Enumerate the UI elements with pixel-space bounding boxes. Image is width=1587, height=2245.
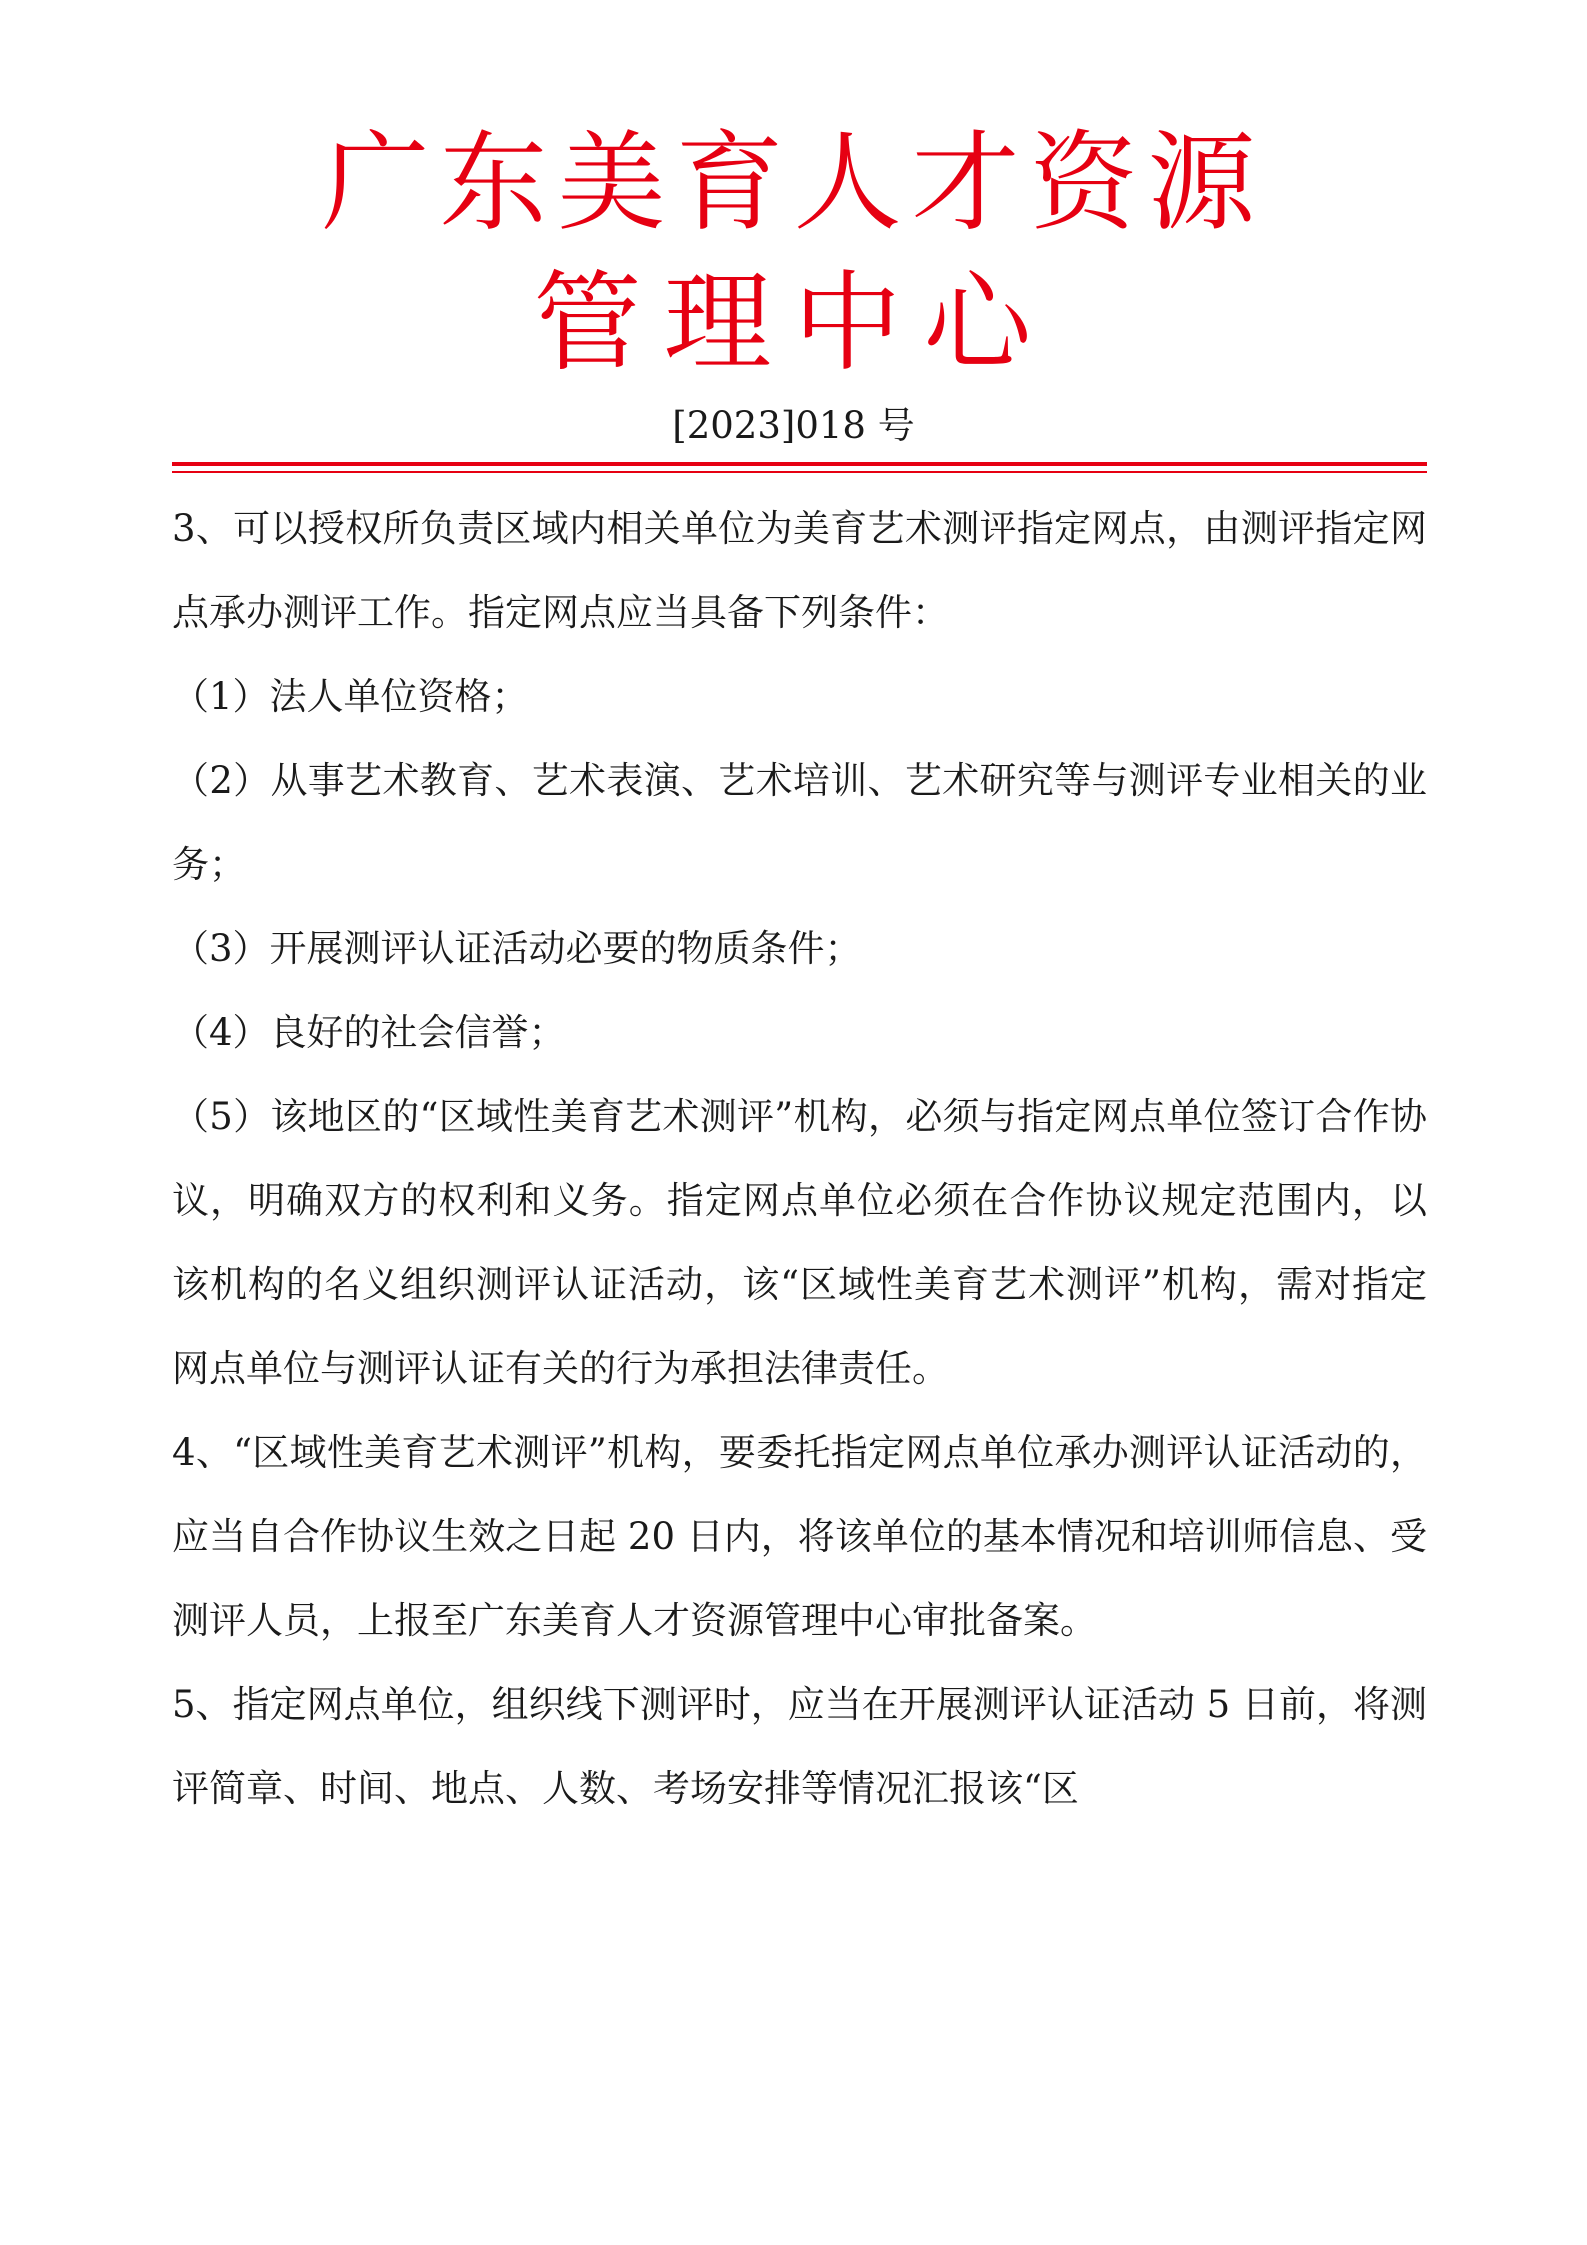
paragraph-condition-4: （4）良好的社会信誉； [172,1011,566,1054]
org-title-line1: 广东美育人才资源 [321,121,1266,246]
document-body [172,487,1427,1831]
paragraph-item-3: 3、可以授权所负责区域内相关单位为美育艺术测评指定网点，由测评指定网点承办测评工作。指定网点应当具备下列条件： [172,507,1427,634]
paragraph-item-4: 4、“区域性美育艺术测评”机构，要委托指定网点单位承办测评认证活动的，应当自合作协议生效之日起 20 日内，将该单位的基本情况和培训师信息、受测评人员，上报至广东美育人才资源管理中心审批备案。 [172,1431,1427,1642]
paragraph-condition-1: （1）法人单位资格； [172,675,529,718]
header-divider-thick [172,462,1427,466]
paragraph-condition-3: （3）开展测评认证活动必要的物质条件； [172,927,862,970]
paragraph-condition-2: （2）从事艺术教育、艺术表演、艺术培训、艺术研究等与测评专业相关的业务； [172,759,1427,886]
paragraph-condition-5: （5）该地区的“区域性美育艺术测评”机构，必须与指定网点单位签订合作协议，明确双方的权利和义务。指定网点单位必须在合作协议规定范围内，以该机构的名义组织测评认证活动，该“区域性美育艺术测评”机构，需对指定网点单位与测评认证有关的行为承担法律责任。 [172,1095,1427,1390]
org-title-line2: 管理中心 [533,261,1054,386]
paragraph-item-5: 5、指定网点单位，组织线下测评时，应当在开展测评认证活动 5 日前，将测评简章、时间、地点、人数、考场安排等情况汇报该“区 [172,1683,1427,1810]
document-number: [2023]018 号 [672,404,915,447]
header-divider-thin [172,471,1427,473]
